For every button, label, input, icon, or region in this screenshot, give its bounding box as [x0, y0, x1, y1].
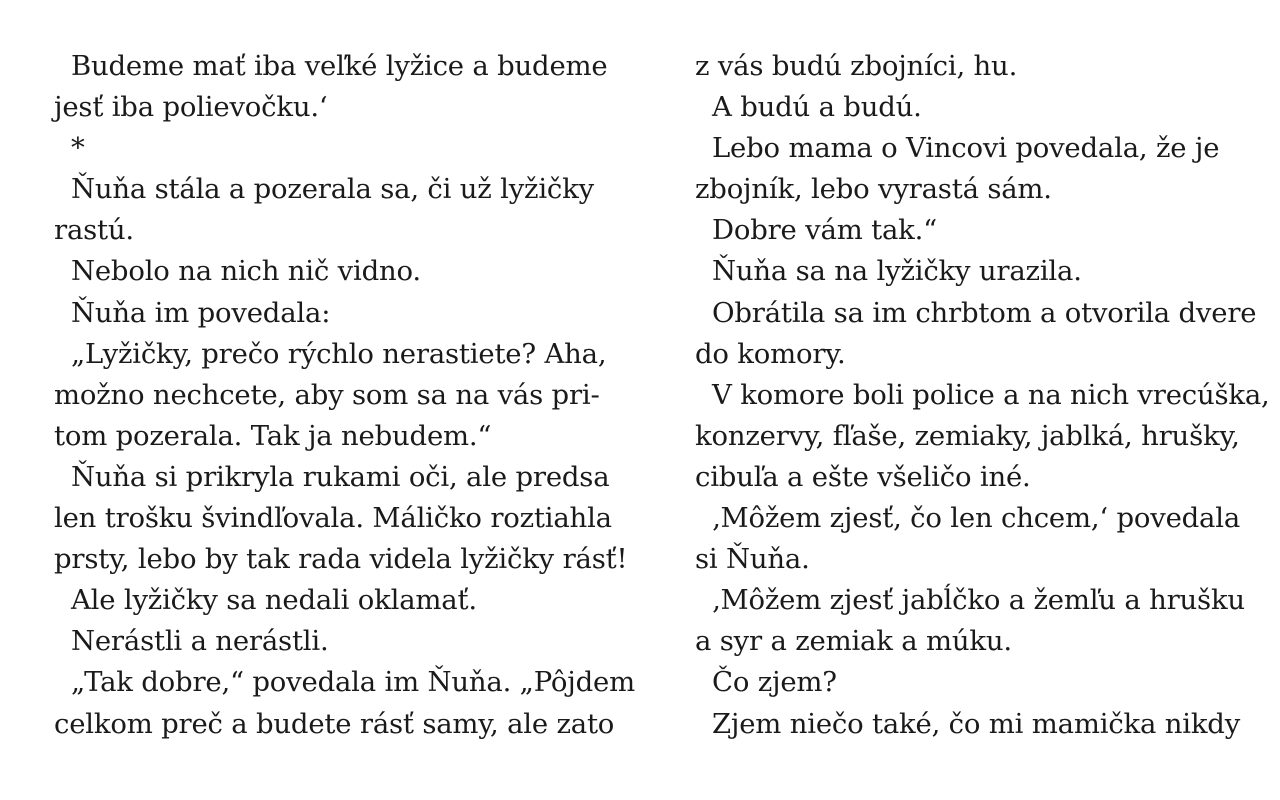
right-column-line: ‚Môžem zjesť, čo len chcem,‘ povedala — [712, 502, 1241, 535]
left-column-line: možno nechcete, aby som sa na vás pri- — [54, 378, 600, 411]
left-column-line: „Tak dobre,“ povedala im Ňuňa. „Pôjdem — [71, 666, 635, 699]
right-column-line: Lebo mama o Vincovi povedala, že je — [712, 132, 1220, 165]
right-column-line: Čo zjem? — [712, 666, 837, 699]
right-column-line: V komore boli police a na nich vrecúška, — [712, 378, 1270, 411]
right-column-line: a syr a zemiak a múku. — [695, 625, 1012, 658]
left-column-line: Ale lyžičky sa nedali oklamať. — [71, 584, 477, 617]
right-column-line: cibuľa a ešte všeličo iné. — [695, 460, 1031, 493]
right-column-line: Ňuňa sa na lyžičky urazila. — [712, 255, 1082, 288]
left-column-line: „Lyžičky, prečo rýchlo nerastiete? Aha, — [71, 337, 607, 370]
left-column-line: jesť iba polievočku.‘ — [54, 91, 328, 124]
right-column-line: Obrátila sa im chrbtom a otvorila dvere — [712, 296, 1257, 329]
right-column-line: z vás budú zbojníci, hu. — [695, 50, 1018, 82]
left-column-line: tom pozerala. Tak ja nebudem.“ — [54, 419, 492, 452]
left-column-line: rastú. — [54, 214, 134, 247]
right-text-column — [695, 46, 1270, 745]
right-column-line: do komory. — [695, 337, 846, 370]
right-column-line: konzervy, fľaše, zemiaky, jablká, hrušky, — [695, 419, 1240, 452]
right-column-line: Dobre vám tak.“ — [712, 214, 938, 247]
left-column-line: Ňuňa im povedala: — [71, 296, 331, 329]
right-column-line: A budú a budú. — [712, 91, 922, 124]
right-column-line: Zjem niečo také, čo mi mamička nikdy — [712, 707, 1241, 740]
left-column-line: Nerástli a nerástli. — [71, 625, 329, 658]
left-column-line: prsty, lebo by tak rada videla lyžičky rásť! — [54, 543, 628, 576]
right-column-line: ‚Môžem zjesť jabĺčko a žemľu a hrušku — [712, 584, 1245, 617]
right-column-line: si Ňuňa. — [695, 543, 810, 576]
left-text-column — [54, 46, 635, 745]
left-column-line: celkom preč a budete rásť samy, ale zato — [54, 707, 615, 740]
left-column-line: len trošku švindľovala. Máličko roztiahla — [54, 502, 612, 535]
left-column-line: Nebolo na nich nič vidno. — [71, 255, 421, 288]
left-column-line: * — [71, 132, 85, 165]
left-column-line: Ňuňa stála a pozerala sa, či už lyžičky — [71, 173, 594, 206]
left-column-line: Ňuňa si prikryla rukami oči, ale predsa — [71, 460, 610, 493]
left-column-line: Budeme mať iba veľké lyžice a budeme — [71, 50, 608, 82]
right-column-line: zbojník, lebo vyrastá sám. — [695, 173, 1052, 206]
